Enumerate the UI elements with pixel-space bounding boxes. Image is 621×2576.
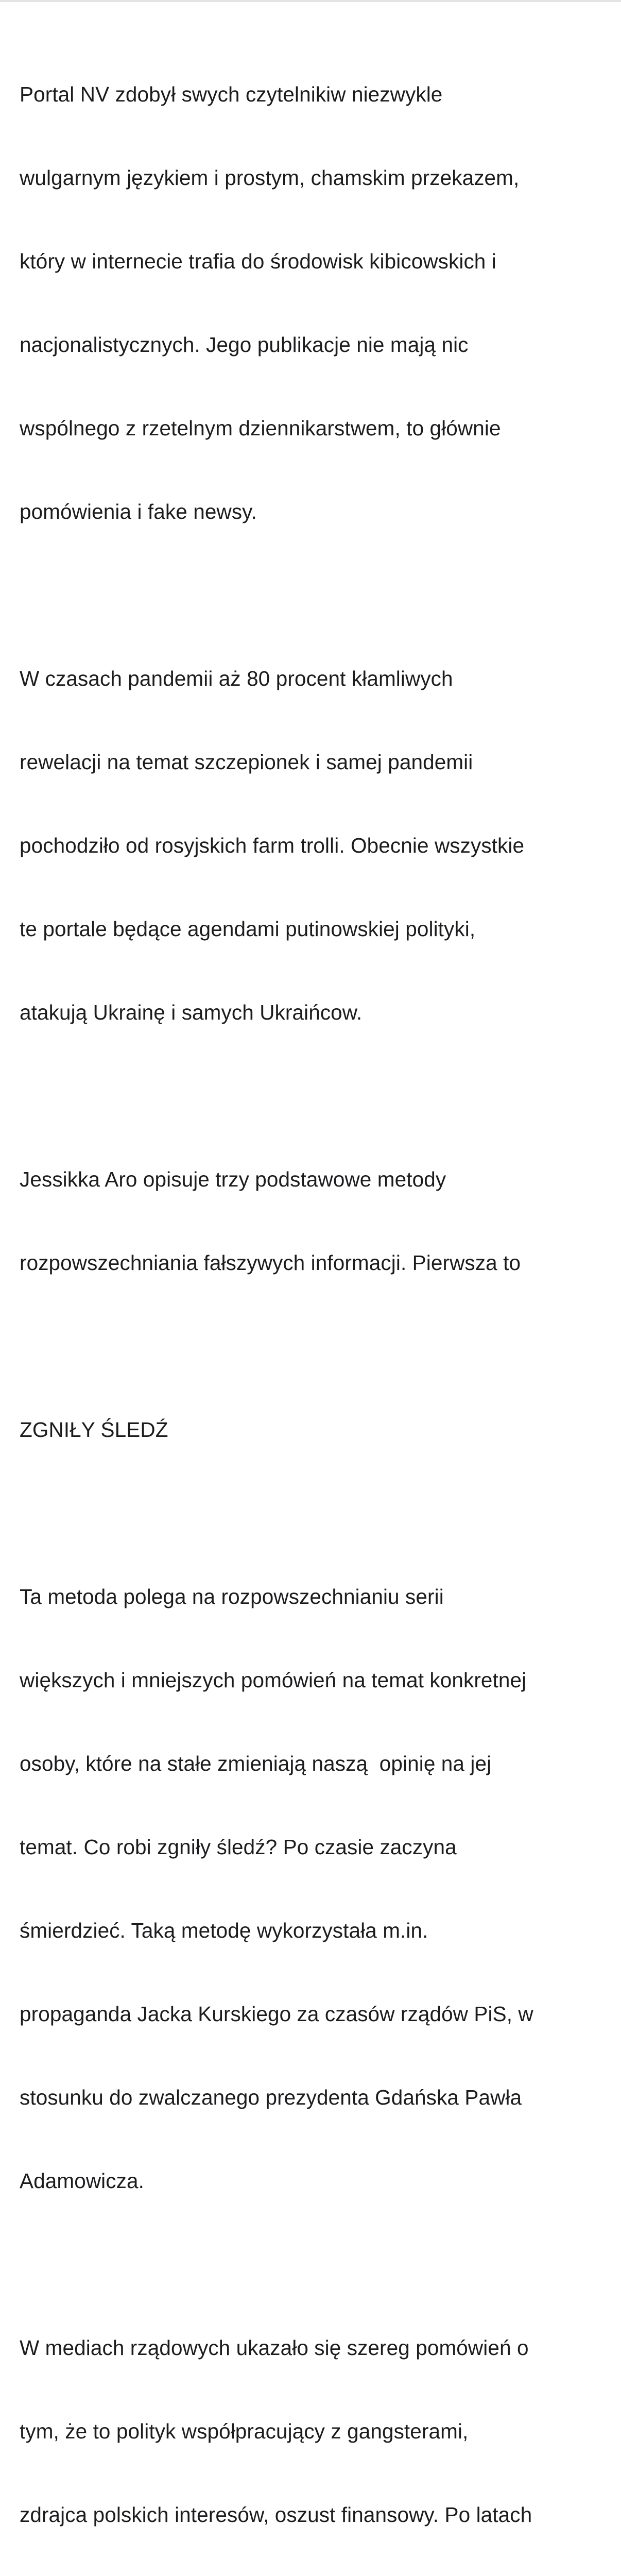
text-line: pomówienia i fake newsy.: [20, 500, 257, 523]
section-heading: [20, 1360, 607, 1499]
text-line: tym, że to polityk współpracujący z gangsterami,: [20, 2419, 469, 2443]
top-divider: [0, 0, 621, 2]
paragraph-government-media: [20, 2278, 607, 2576]
text-line: Portal NV zdobył swych czytelnikiw niezwykle: [20, 82, 443, 106]
text-line: Ta metoda polega na rozpowszechnianiu serii: [20, 1585, 444, 1608]
paragraph-rotten-herring: [20, 1527, 607, 2250]
text-line: rewelacji na temat szczepionek i samej pandemii: [20, 750, 473, 774]
text-line: temat. Co robi zgniły śledź? Po czasie zaczyna: [20, 1835, 457, 1859]
text-line: W czasach pandemii aż 80 procent kłamliwych: [20, 667, 453, 690]
text-line: propaganda Jacka Kurskiego za czasów rządów PiS, w: [20, 2002, 533, 2026]
text-line: który w internecie trafia do środowisk kibicowskich i: [20, 249, 496, 273]
text-line: wspólnego z rzetelnym dziennikarstwem, to głównie: [20, 416, 501, 440]
text-line: osoby, które na stałe zmieniają naszą opinię na jej: [20, 1752, 492, 1775]
paragraph-portal-nv: [20, 25, 607, 581]
text-line: większych i mniejszych pomówień na temat konkretnej: [20, 1668, 527, 1692]
text-line: nacjonalistycznych. Jego publikacje nie mają nic: [20, 333, 469, 357]
text-line: te portale będące agendami putinowskiej polityki,: [20, 917, 476, 941]
text-line: wulgarnym językiem i prostym, chamskim przekazem,: [20, 166, 520, 190]
paragraph-methods: [20, 1110, 607, 1332]
text-line: Adamowicza.: [20, 2169, 144, 2193]
text-line: pochodziło od rosyjskich farm trolli. Obecnie wszystkie: [20, 834, 525, 857]
text-line: Jessikka Aro opisuje trzy podstawowe metody: [20, 1167, 446, 1191]
paragraph-pandemic: [20, 609, 607, 1082]
text-line: śmierdzieć. Taką metodę wykorzystała m.in.: [20, 1919, 428, 1942]
text-line: rozpowszechniania fałszywych informacji. Pierwsza to: [20, 1251, 521, 1275]
text-line: atakują Ukrainę i samych Ukraińcow.: [20, 1001, 363, 1024]
text-line: zdrajca polskich interesów, oszust finansowy. Po latach: [20, 2503, 532, 2527]
text-line: ZGNIŁY ŚLEDŹ: [20, 1418, 168, 1442]
text-line: W mediach rządowych ukazało się szereg pomówień o: [20, 2336, 529, 2360]
post-text: [20, 25, 607, 2576]
text-line: stosunku do zwalczanego prezydenta Gdańska Pawła: [20, 2086, 522, 2109]
